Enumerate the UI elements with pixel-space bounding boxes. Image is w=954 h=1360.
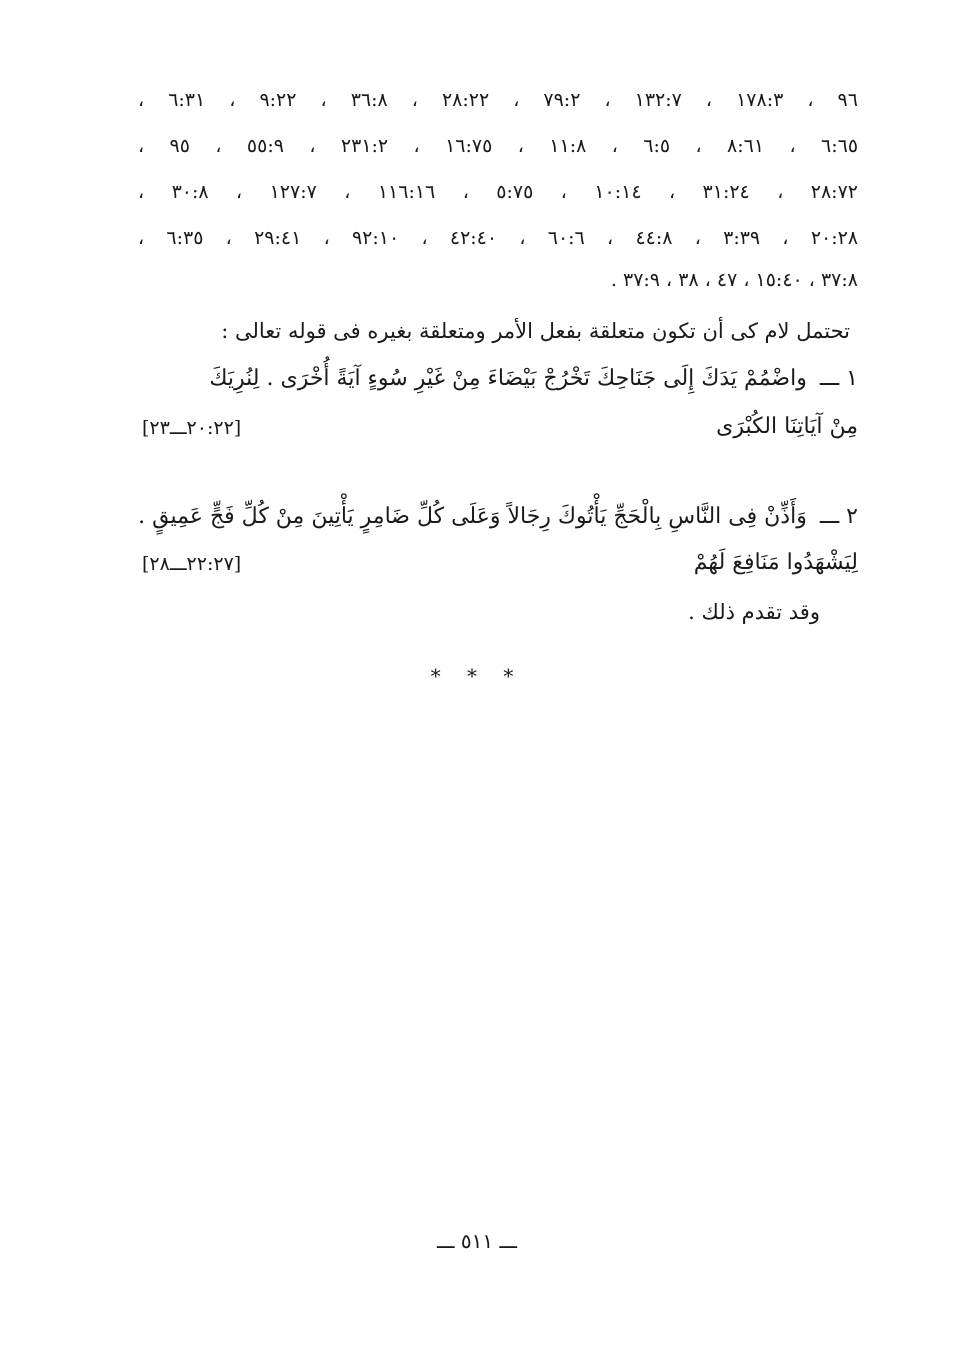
reference-line-3: ٢٨:٧٢ ، ٣١:٢٤ ، ١٠:١٤ ، ٥:٧٥ ، ١١٦:١٦ ، ١٢٧:٧ ، ٣٠:٨ ، [138,181,858,203]
verse-1-line-2: مِنْ آيَاتِنَا الكُبْرَى [716,414,858,439]
verse-1-text: واضْمُمْ يَدَكَ إِلَى جَنَاحِكَ تَخْرُجْ بَيْضَاءَ مِنْ غَيْرِ سُوءٍ آيَةً أُخْرَى . لِنُرِيَكَ [209,366,807,391]
closing-note: وقد تقدم ذلك . [688,600,820,624]
page-number: ـــ ٥١١ ـــ [436,1229,518,1253]
intro-paragraph: تحتمل لام كى أن تكون متعلقة بفعل الأمر ومتعلقة بغيره فى قوله تعالى : [221,319,850,343]
verse-1-citation: [٢٠:٢٢ـــ٢٣] [142,417,242,439]
section-separator: * * * [430,664,524,688]
reference-line-5: ٣٧:٨ ، ١٥:٤٠ ، ٤٧ ، ٣٨ ، ٣٧:٩ . [610,269,858,291]
verse-2-line-2: لِيَشْهَدُوا مَنَافِعَ لَهُمْ [693,550,858,575]
verse-1-number: ١ ـــ [819,366,858,391]
reference-line-2: ٦:٦٥ ، ٨:٦١ ، ٦:٥ ، ١١:٨ ، ١٦:٧٥ ، ٢٣١:٢ ، ٥٥:٩ ، ٩٥ ، [138,135,859,157]
verse-2-number: ٢ ـــ [819,504,858,529]
verse-2-text: وَأَذِّنْ فِى النَّاسِ بِالْحَجِّ يَأْتُوكَ رِجَالاً وَعَلَى كُلِّ ضَامِرٍ يَأْتِينَ مِنْ كُلِّ فَجٍّ عَمِيقٍ . [138,504,807,529]
reference-line-4: ٢٠:٢٨ ، ٣:٣٩ ، ٤٤:٨ ، ٦٠:٦ ، ٤٢:٤٠ ، ٩٢:١٠ ، ٢٩:٤١ ، ٦:٣٥ ، [138,227,859,249]
verse-1-line-1 [209,364,858,394]
reference-line-1: ٩٦ ، ١٧٨:٣ ، ١٣٢:٧ ، ٧٩:٢ ، ٢٨:٢٢ ، ٣٦:٨ ، ٩:٢٢ ، ٦:٣١ ، [138,89,858,111]
verse-2-citation: [٢٢:٢٧ـــ٢٨] [142,553,242,575]
verse-2-line-1 [138,502,858,532]
